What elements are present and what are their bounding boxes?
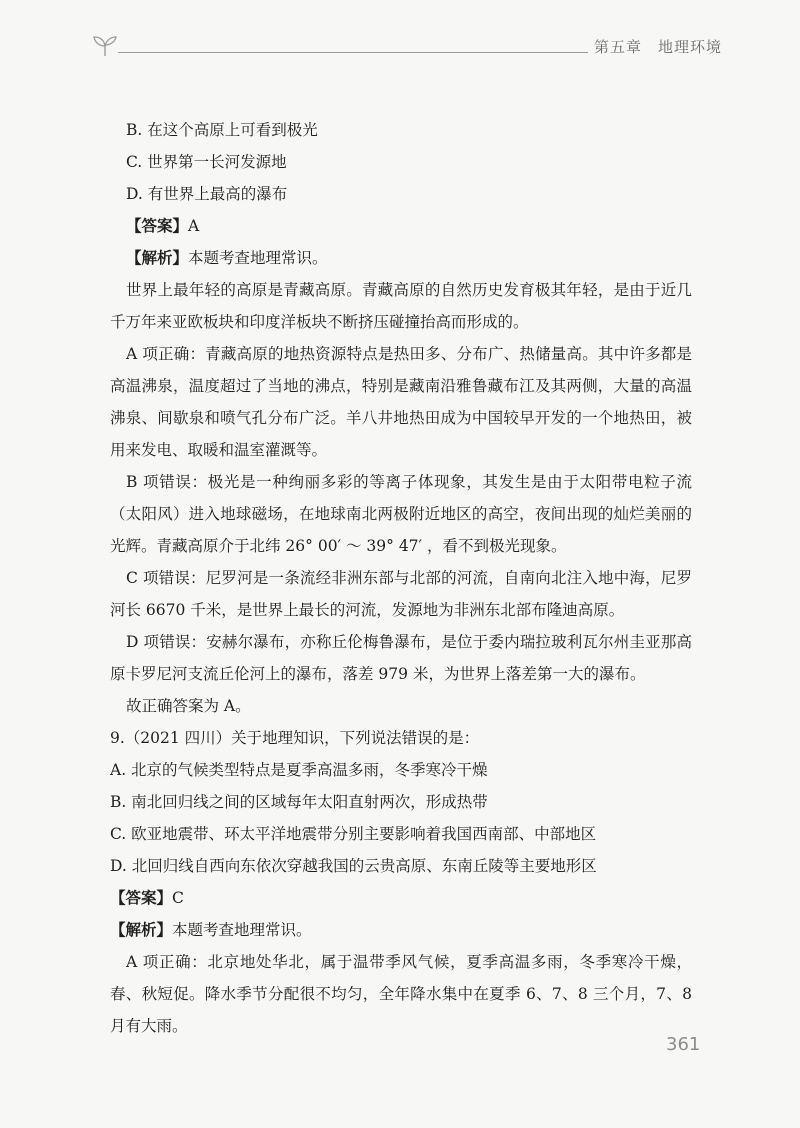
page-number: 361 [666, 1034, 701, 1055]
question-9-analysis-line [110, 914, 692, 946]
analysis-label: 【解析】 [110, 920, 173, 939]
paragraph-option-d: D 项错误：安赫尔瀑布，亦称丘伦梅鲁瀑布，是位于委内瑞拉玻利瓦尔州圭亚那高原卡罗尼河支流丘伦河上的瀑布，落差 979 米，为世界上落差第一大的瀑布。 [110, 633, 692, 683]
option-d: D. 有世界上最高的瀑布 [126, 185, 288, 203]
page-header [92, 22, 723, 62]
conclusion: 故正确答案为 A。 [126, 697, 251, 715]
paragraph-option-a: A 项正确：青藏高原的地热资源特点是热田多、分布广、热储量高。其中许多都是高温沸泉，温度超过了当地的沸点，特别是藏南沿雅鲁藏布江及其两侧，大量的高温沸泉、间歇泉和喷气孔分布广泛。羊八井地热田成为中国较早开发的一个地热田，被用来发电、取暖和温室灌溉等。 [110, 345, 692, 459]
question-9-option-a: A. 北京的气候类型特点是夏季高温多雨，冬季寒冷干燥 [110, 761, 488, 779]
question-9-option-c: C. 欧亚地震带、环太平洋地震带分别主要影响着我国西南部、中部地区 [110, 825, 597, 843]
question-9-answer-line [110, 882, 692, 914]
analysis-line [110, 242, 692, 274]
page-body [110, 114, 692, 1042]
question-9-option-d: D. 北回归线自西向东依次穿越我国的云贵高原、东南丘陵等主要地形区 [110, 857, 597, 875]
answer-value: A [188, 217, 200, 235]
question-9-stem: 9.（2021 四川）关于地理知识，下列说法错误的是： [110, 729, 480, 747]
option-b: B. 在这个高原上可看到极光 [126, 121, 318, 139]
answer-line [110, 210, 692, 242]
question-9-paragraph-option-a: A 项正确：北京地处华北，属于温带季风气候，夏季高温多雨，冬季寒冷干燥，春、秋短促。降水季节分配很不均匀，全年降水集中在夏季 6、7、8 三个月，7、8 月有大雨。 [110, 953, 692, 1035]
analysis-text: 本题考查地理常识。 [188, 249, 328, 267]
answer-label: 【答案】 [110, 888, 173, 907]
paragraph-option-b: B 项错误：极光是一种绚丽多彩的等离子体现象，其发生是由于太阳带电粒子流（太阳风）进入地球磁场，在地球南北两极附近地区的高空，夜间出现的灿烂美丽的光辉。青藏高原介于北纬 26° 00′ ～ 39° 47′ ，看不到极光现象。 [110, 473, 692, 555]
answer-value: C [172, 889, 184, 907]
question-9-option-b: B. 南北回归线之间的区域每年太阳直射两次，形成热带 [110, 793, 488, 811]
sprout-icon [92, 32, 118, 58]
analysis-label: 【解析】 [126, 248, 189, 267]
paragraph-option-c: C 项错误：尼罗河是一条流经非洲东部与北部的河流，自南向北注入地中海，尼罗河长 6670 千米，是世界上最长的河流，发源地为非洲东北部布隆迪高原。 [110, 569, 692, 619]
answer-label: 【答案】 [126, 216, 189, 235]
option-c: C. 世界第一长河发源地 [126, 153, 287, 171]
chapter-title: 第五章 地理环境 [594, 38, 723, 56]
paragraph-intro: 世界上最年轻的高原是青藏高原。青藏高原的自然历史发育极其年轻，是由于近几千万年来亚欧板块和印度洋板块不断挤压碰撞抬高而形成的。 [110, 281, 692, 331]
analysis-text: 本题考查地理常识。 [172, 921, 312, 939]
header-rule [118, 52, 588, 53]
